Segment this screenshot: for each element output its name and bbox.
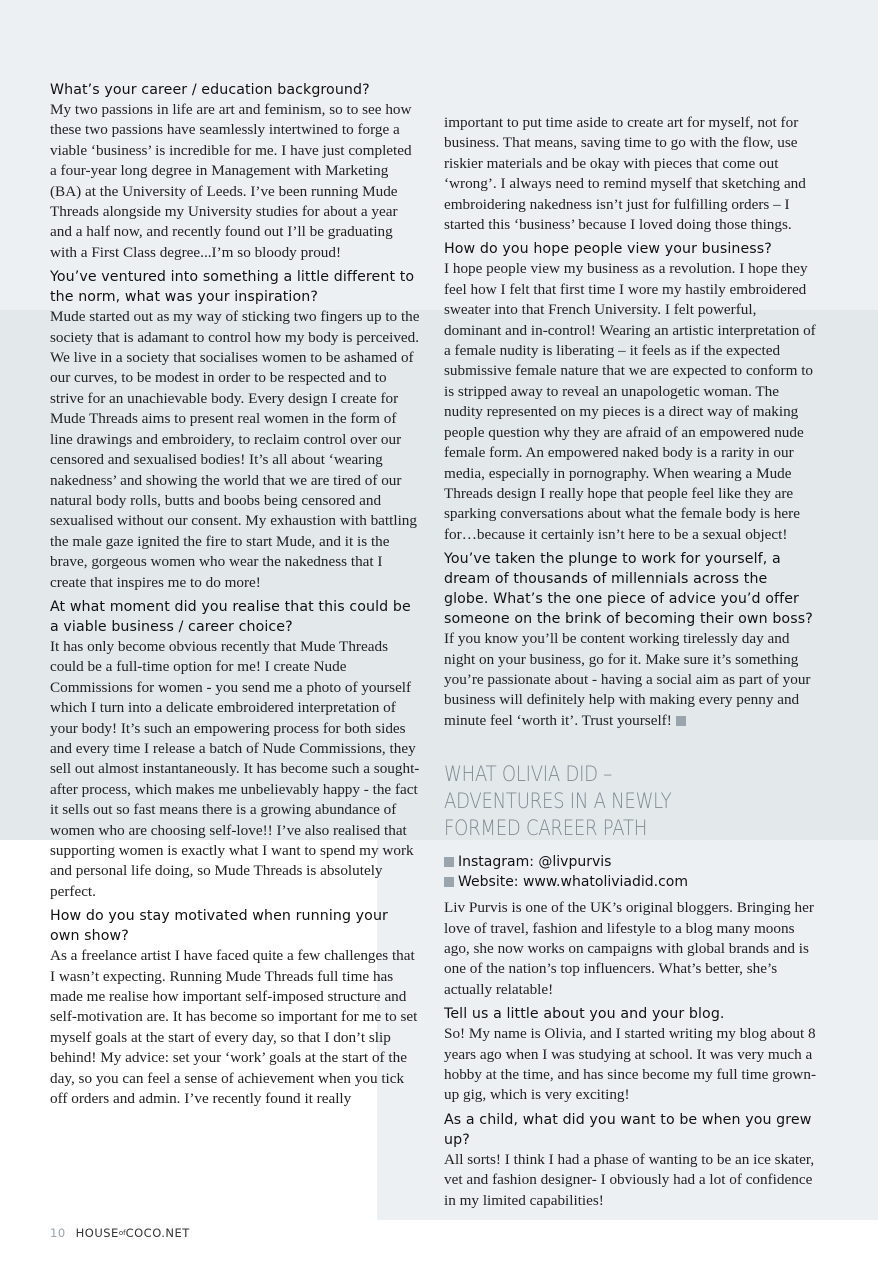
question-heading: How do you hope people view your business?: [444, 241, 772, 258]
qa-block: [444, 1004, 816, 1106]
bullet-square-icon: [444, 857, 454, 867]
answer-paragraph: I hope people view my business as a revolution. I hope they feel how I felt that first time I wore my hastily embroidered sweater into that French University. I felt powerful, dominant and in-control! Wearing an artistic interpretation of a female nudity is liberating – it feels as if the expected submissive female nature that we are expected to conform to is stripped away to reveal an unapologetic woman. The nudity represented on my pieces is a direct way of making people question why they are afraid of an empowered nude female form. An empowered naked body is a rarity in our media, especially in pornography. When wearing a Mude Threads design I really hope that people feel like they are sparking conversations about what the female body is here for…because it certainly isn’t here to be a sexual object!: [444, 260, 816, 543]
qa-block: [50, 267, 422, 593]
answer-text: If you know you’ll be content working tirelessly day and night on your business, go for it. Make sure it’s something you’re passionate about - having a social aim as part of your business will definitely help with making every penny and minute feel ‘worth it’. Trust yourself!: [444, 630, 811, 729]
answer-paragraph: As a freelance artist I have faced quite a few challenges that I wasn’t expecting. Running Mude Threads full time has made me realise how important self-imposed structure and self-motivation are. It has become so important for me to set myself goals at the start of every day, so that I don’t slip behind! My advice: set your ‘work’ goals at the start of the day, so you can feel a sense of achievement when you tick off orders and admin. I’ve recently found it really: [50, 947, 418, 1108]
intro-paragraph: Liv Purvis is one of the UK’s original bloggers. Bringing her love of travel, fashion and lifestyle to a blog many moons ago, she now works on campaigns with global brands and is one of the nation’s top influencers. What’s better, she’s actually relatable!: [444, 899, 814, 998]
page-number: 10: [50, 1226, 66, 1240]
answer-paragraph: It has only become obvious recently that Mude Threads could be a full-time option for me! I create Nude Commissions for women - you send me a photo of yourself which I turn into a delicate embroidered interpretation of your body! It’s such an empowering process for both sides and every time I release a batch of Nude Commissions, they sell out almost instantaneously. It has become such a sought-after process, which makes me unbelievably happy - the fact it sells out so fast means there is a growing abundance of women who are choosing self-love!! I’ve also realised that supporting women is exactly what I want to spend my work and personal life doing, so Mude Threads is absolutely perfect.: [50, 637, 420, 900]
question-heading: Tell us a little about you and your blog.: [444, 1006, 725, 1023]
question-heading: You’ve ventured into something a little different to the norm, what was your inspiration?: [50, 269, 415, 306]
instagram-line: [444, 852, 816, 872]
section-title: WHAT OLIVIA DID – ADVENTURES IN A NEWLY FORMED CAREER PATH: [444, 762, 672, 841]
qa-block: [444, 1110, 816, 1211]
qa-block: [50, 906, 422, 1109]
question-heading: You’ve taken the plunge to work for yourself, a dream of thousands of millennials across the globe. What’s the one piece of advice you’d offer someone on the brink of becoming their own boss?: [444, 551, 813, 628]
question-heading: As a child, what did you want to be when you grew up?: [444, 1111, 812, 1148]
page-footer: [50, 1226, 190, 1240]
qa-block: [50, 80, 422, 263]
left-column: [50, 80, 422, 1113]
brand-name-house: HOUSE: [75, 1226, 119, 1240]
qa-block: [444, 239, 816, 545]
answer-paragraph: Mude started out as my way of sticking two fingers up to the society that is adamant to control how my body is perceived. We live in a society that socialises women to be ashamed of our curves, to be modest in order to be respected and to strive for an unachievable body. Every design I create for Mude Threads aims to present real women in the form of line drawings and embroidery, to reclaim control over our censored and sexualised bodies! It’s all about ‘wearing nakedness’ and showing the world that we are tired of our natural body rolls, butts and boobs being censored and sexualised without our consent. My exhaustion with battling the male gaze ignited the fire to start Mude, and it is the brave, gorgeous women who wear the nakedness that I create that inspires me to do more!: [50, 308, 420, 591]
right-column: [444, 113, 816, 1215]
qa-block: [50, 597, 422, 902]
question-heading: At what moment did you realise that this could be a viable business / career choice?: [50, 598, 411, 635]
question-heading: What’s your career / education background?: [50, 82, 370, 98]
end-mark-square-icon: [676, 716, 686, 726]
answer-paragraph: [444, 629, 816, 731]
instagram-handle: Instagram: @livpurvis: [458, 854, 612, 871]
continued-paragraph: important to put time aside to create art for myself, not for business. That means, saving time to go with the flow, use riskier materials and be okay with pieces that come out ‘wrong’. I always need to remind myself that sketching and embroidering nakedness isn’t just for fulfilling orders – I started this ‘business’ because I loved doing those things.: [444, 114, 806, 234]
website-line: [444, 872, 816, 892]
website-url: Website: www.whatoliviadid.com: [458, 874, 688, 891]
qa-block: [444, 549, 816, 731]
bullet-square-icon: [444, 877, 454, 887]
answer-paragraph: So! My name is Olivia, and I started writing my blog about 8 years ago when I was studying at school. It was very much a hobby at the time, and has since become my full time grown-up gig, which is very exciting!: [444, 1025, 816, 1104]
answer-paragraph: My two passions in life are art and feminism, so to see how these two passions have seamlessly intertwined to forge a viable ‘business’ is incredible for me. I have just completed a four-year long degree in Management with Marketing (BA) at the University of Leeds. I’ve been running Mude Threads alongside my University studies for about a year and a half now, and recently found out I’ll be graduating with a First Class degree...I’m so bloody proud!: [50, 101, 412, 261]
answer-paragraph: All sorts! I think I had a phase of wanting to be an ice skater, vet and fashion designer- I obviously had a lot of confidence in my limited capabilities!: [444, 1150, 815, 1209]
brand-name-of: of: [118, 1229, 126, 1237]
brand-name-coco: COCO.NET: [125, 1226, 190, 1240]
question-heading: How do you stay motivated when running your own show?: [50, 908, 388, 945]
